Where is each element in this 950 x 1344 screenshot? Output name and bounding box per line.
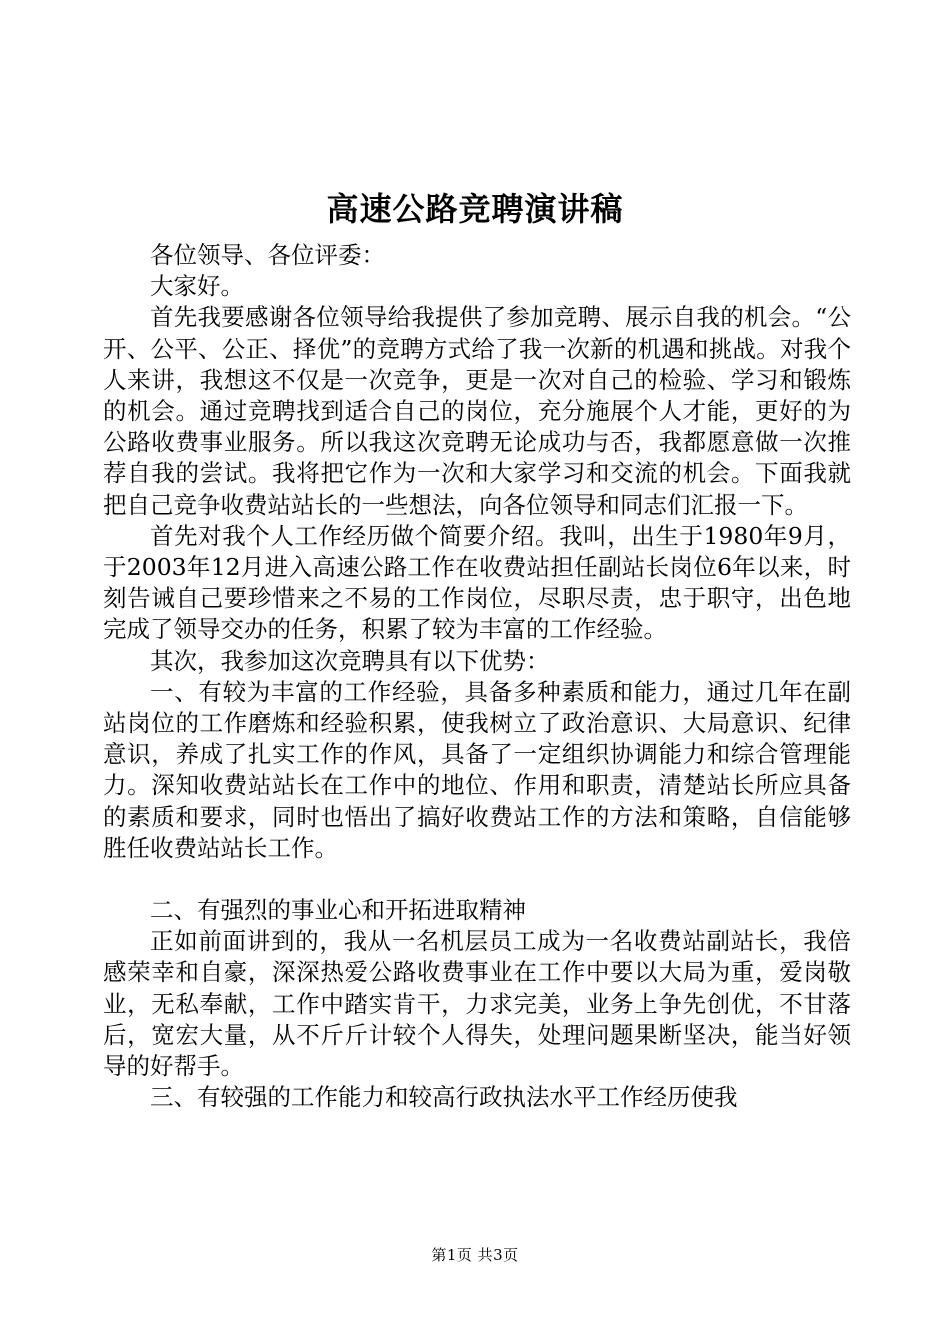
paragraph-advantages-intro: 其次，我参加这次竞聘具有以下优势：: [150, 646, 550, 675]
paragraph-advantage-three: 三、有较强的工作能力和较高行政执法水平工作经历使我: [150, 1083, 738, 1112]
page-footer: 第1页 共3页: [431, 1246, 519, 1264]
document-title: 高速公路竞聘演讲稿: [326, 190, 624, 228]
paragraph-advantage-two: 正如前面讲到的，我从一名机层员工成为一名收费站副站长，我倍感荣幸和自豪，深深热爱公路收费事业在工作中要以大局为重，爱岗敬业，无私奉献，工作中踏实肯干，力求完美，业务上争先创优，不甘落后，宽宏大量，从不斤斤计较个人得失，处理问题果断坚决，能当好领导的好帮手。: [103, 927, 851, 1081]
salutation: 各位领导、各位评委：: [150, 241, 385, 269]
paragraph-opening: 首先我要感谢各位领导给我提供了参加竞聘、展示自我的机会。“公开、公平、公正、择优”的竞聘方式给了我一次新的机遇和挑战。对我个人来讲，我想这不仅是一次竞争，更是一次对自己的检验、学习和锻炼的机会。通过竞聘找到适合自己的岗位，充分施展个人才能，更好的为公路收费事业服务。所以我这次竞聘无论成功与否，我都愿意做一次推荐自我的尝试。我将把它作为一次和大家学习和交流的机会。下面我就把自己竞争收费站站长的一些想法，向各位领导和同志们汇报一下。: [103, 303, 851, 519]
greeting: 大家好。: [150, 272, 244, 301]
paragraph-personal-intro: 首先对我个人工作经历做个简要介绍。我叫，出生于1980年9月，于2003年12月进入高速公路工作在收费站担任副站长岗位6年以来，时刻告诫自己要珍惜来之不易的工作岗位，尽职尽责，忠于职守，出色地完成了领导交办的任务，积累了较为丰富的工作经验。: [103, 521, 851, 644]
paragraph-advantage-one: 一、有较为丰富的工作经验，具备多种素质和能力，通过几年在副站岗位的工作磨炼和经验积累，使我树立了政治意识、大局意识、纪律意识，养成了扎实工作的作风，具备了一定组织协调能力和综合管理能力。深知收费站站长在工作中的地位、作用和职责，清楚站长所应具备的素质和要求，同时也悟出了搞好收费站工作的方法和策略，自信能够胜任收费站站长工作。: [103, 677, 851, 862]
document-body: [103, 240, 851, 1113]
heading-advantage-two: 二、有强烈的事业心和开拓进取精神: [150, 896, 526, 925]
